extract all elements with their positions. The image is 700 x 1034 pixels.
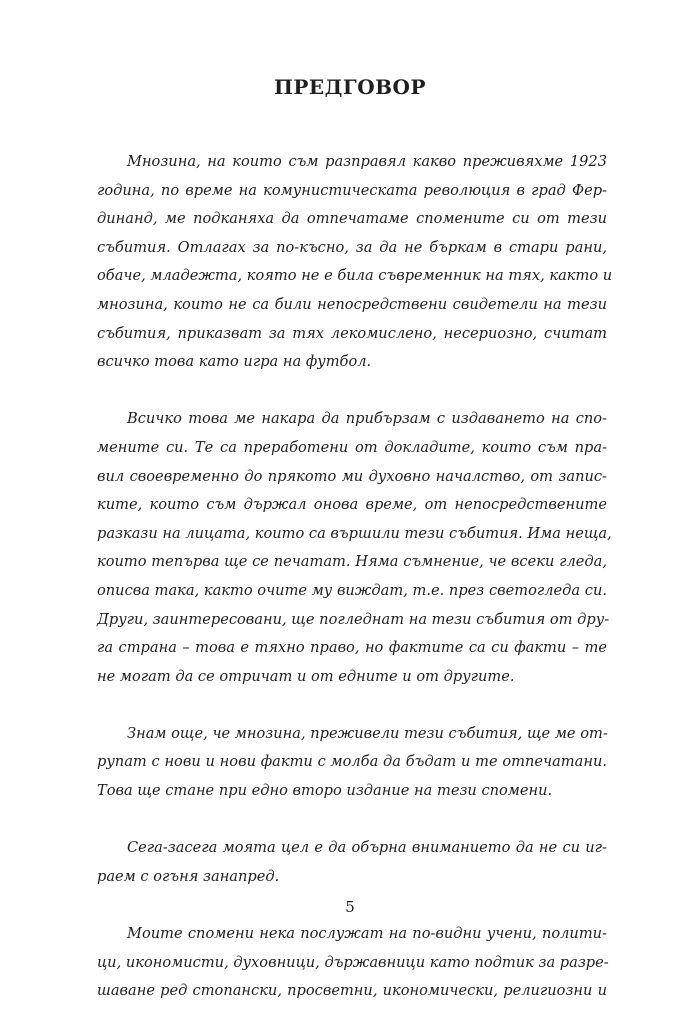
text-line: Други, заинтересовани, ще погледнат на тези събития от дру- bbox=[97, 610, 610, 628]
text-line: събития, приказват за тях лекомислено, несериозно, считат bbox=[97, 324, 607, 342]
text-line: вил своевременно до прякото ми духовно началство, от запис- bbox=[97, 467, 607, 485]
text-line: събития. Отлагах за по-късно, за да не бъркам в стари рани, bbox=[97, 238, 607, 256]
text-line: мените си. Те са преработени от докладите, които съм пра- bbox=[97, 438, 607, 456]
text-line: Знам още, че мнозина, преживели тези събития, ще ме от- bbox=[127, 724, 608, 742]
text-line: Това ще стане при едно второ издание на тези спомени. bbox=[97, 782, 553, 800]
text-line: раем с огъня занапред. bbox=[97, 867, 280, 885]
text-line: Моите спомени нека послужат на по-видни учени, полити- bbox=[127, 925, 607, 943]
text-line: ци, икономисти, духовници, държавници като подтик за разре- bbox=[97, 953, 609, 971]
paragraph bbox=[97, 148, 613, 377]
text-line: рупат с нови и нови факти с молба да бъдат и те отпечатани. bbox=[97, 753, 607, 771]
text-line: га страна – това е тяхно право, но фактите са си факти – те bbox=[97, 639, 607, 657]
text-line: всичко това като игра на футбол. bbox=[97, 353, 372, 371]
paragraph bbox=[97, 834, 607, 891]
text-line: Сега-засега моята цел е да обърна вниманието да не си иг- bbox=[127, 839, 607, 857]
text-line: Всичко това ме накара да прибързам с издаването на спо- bbox=[127, 410, 607, 428]
paragraph bbox=[97, 720, 607, 806]
text-line: които тепърва ще се печатат. Няма съмнение, че всеки гледа, bbox=[97, 553, 607, 571]
text-line: разкази на лицата, които са вършили тези събития. Има неща, bbox=[97, 524, 612, 542]
page-number: 5 bbox=[345, 898, 355, 916]
paragraph bbox=[97, 920, 607, 1006]
text-line: година, по време на комунистическата революция в град Фер- bbox=[97, 181, 607, 199]
text-line: мнозина, които не са били непосредствени свидетели на тези bbox=[97, 295, 607, 313]
text-line: шаване ред стопански, просветни, икономически, религиозни и bbox=[97, 982, 607, 1000]
text-line: обаче, младежта, която не е била съвременник на тях, както и bbox=[97, 267, 613, 285]
text-line: Мнозина, на които съм разправял какво преживяхме 1923 bbox=[127, 153, 607, 170]
text-line: ките, които съм държал онова време, от непосредствените bbox=[97, 496, 607, 514]
text-line: описва така, както очите му виждат, т.е. през светогледа си. bbox=[97, 581, 607, 599]
paragraph bbox=[97, 405, 612, 691]
text-line: не могат да се отричат и от едните и от другите. bbox=[97, 667, 515, 685]
text-line: динанд, ме подканяха да отпечатаме спомените си от тези bbox=[97, 210, 607, 228]
page-title: ПРЕДГОВОР bbox=[273, 75, 427, 99]
